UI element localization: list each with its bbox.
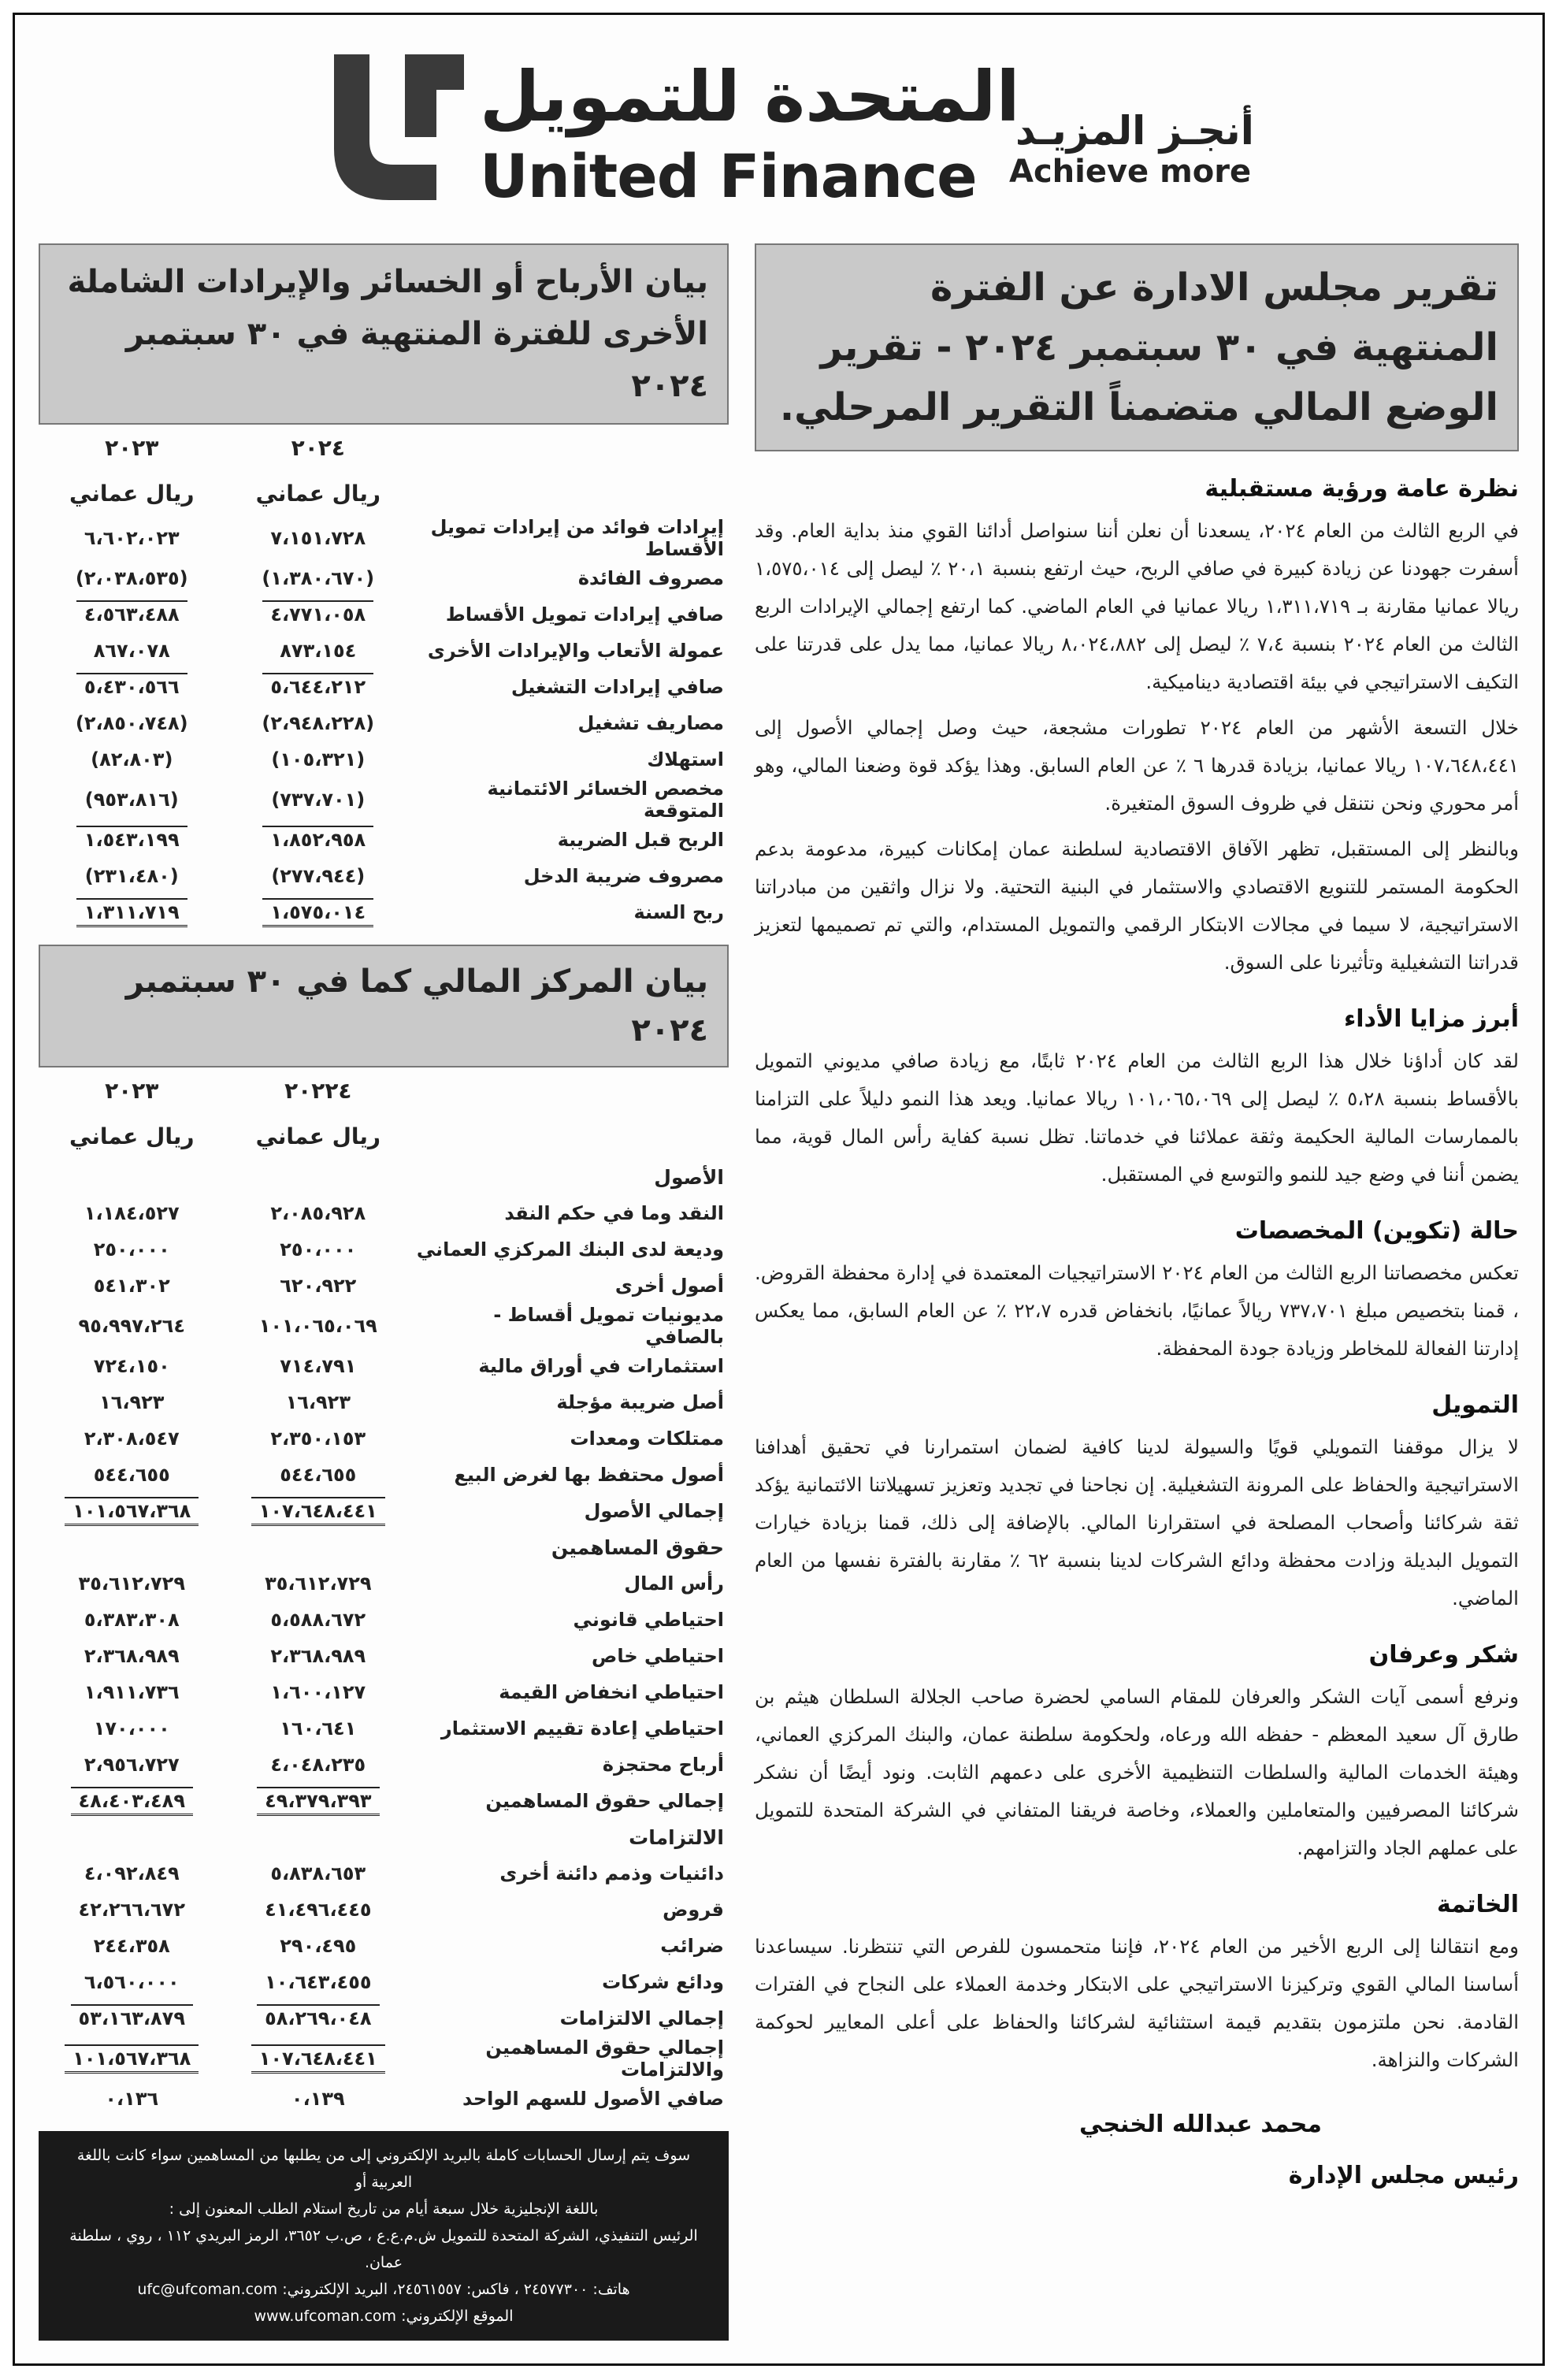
row-label: قروض <box>663 1899 724 1921</box>
value-v2023: ٢،٣٠٨،٥٤٧ <box>84 1428 180 1450</box>
table-row <box>39 1493 729 1529</box>
table-header-row <box>39 425 729 470</box>
value-v2024: ٤،٠٤٨،٢٣٥ <box>270 1754 366 1776</box>
footer-line: باللغة الإنجليزية خلال سبعة أيام من تاريخ استلام الطلب المعنون إلى : <box>169 2200 599 2218</box>
value-cell <box>39 1384 225 1420</box>
value-v2023: ٢٤٤،٣٥٨ <box>93 1935 170 1957</box>
value-cell <box>39 741 225 778</box>
table-row <box>39 1420 729 1457</box>
value-v2023: ٥٤٤،٦٥٥ <box>93 1464 170 1486</box>
value-v2023: ٤٨،٤٠٣،٤٨٩ <box>71 1787 193 1816</box>
financial-statements <box>39 243 729 2341</box>
value-v2024: (٢،٩٤٨،٢٢٨) <box>262 712 375 734</box>
value-cell <box>225 669 412 705</box>
value-cell <box>225 858 412 894</box>
row-label: وديعة لدى البنك المركزي العماني <box>416 1238 724 1261</box>
row-label: الربح قبل الضريبة <box>557 829 724 851</box>
value-v2024: ٦٢٠،٩٢٢ <box>280 1275 357 1297</box>
table-row <box>39 2000 729 2037</box>
table-row <box>39 1231 729 1268</box>
value-cell <box>225 2081 412 2117</box>
value-v2023: ١،٥٤٣،١٩٩ <box>76 826 187 852</box>
section-heading: أبرز مزايا الأداء <box>1343 1005 1519 1033</box>
table-row <box>39 1855 729 1892</box>
value-cell <box>39 1710 225 1747</box>
value-cell <box>225 2037 412 2081</box>
value-v2023: (٢٣١،٤٨٠) <box>84 865 179 887</box>
value-v2023: (٨٢،٨٠٣) <box>91 748 173 770</box>
section-paragraph: لا يزال موقفنا التمويلي قويًا والسيولة لدينا كافية لضمان استمرارنا في تحقيق أهدافنا الاستراتيجية والحفاظ على المرونة التشغيلية. إن نجاحنا في تجديد وتعزيز تسهيلاتنا الائتمانية يؤكد ثقة شركائنا وأصحاب المصلحة في استقرارنا المالي. بالإضافة إلى ذلك، قمنا بزيادة خيارات التمويل البديلة وزادت محفظة ودائع الشركات لدينا بنسبة ٦٢ ٪ مقارنة بالفترة نفسها من العام الماضي. <box>755 1435 1519 1610</box>
row-label: مصروف الفائدة <box>577 567 724 589</box>
value-v2023: ٥٣،١٦٣،٨٧٩ <box>71 2004 193 2031</box>
value-v2023: ٤،٥٦٣،٤٨٨ <box>76 600 187 627</box>
value-v2023: ١٠١،٥٦٧،٣٦٨ <box>65 2044 199 2074</box>
value-cell <box>225 1231 412 1268</box>
tagline-english: Achieve more <box>1009 154 1252 190</box>
value-v2024: ٥،٨٣٨،٦٥٣ <box>270 1862 366 1884</box>
table-row <box>39 2037 729 2081</box>
value-v2023: ١٦،٩٢٣ <box>99 1391 165 1413</box>
value-v2023: ٤٢،٢٦٦،٦٧٢ <box>78 1899 185 1921</box>
table-header-row <box>39 1067 729 1113</box>
table-row <box>39 1710 729 1747</box>
tagline-arabic: أنجـز المزيـد <box>1015 108 1254 154</box>
section-paragraph: في الربع الثالث من العام ٢٠٢٤، يسعدنا أن نعلن أننا سنواصل أدائنا القوي منذ بداية العام. وقد أسفرت جهودنا عن زيادة كبيرة في صافي الربح، حيث ارتفع بنسبة ٢٠،١ ٪ ليصل إلى ١،٥٧٥،٠١٤ ريالا عمانيا مقارنة بـ ١،٣١١،٧١٩ ريالا عمانيا في العام الماضي. كما ارتفع إجمالي الإيرادات الربع الثالث من العام ٢٠٢٤ بنسبة ٧،٤ ٪ ليصل إلى ٨،٠٢٤،٨٨٢ ريالا عمانيا، مما يدل على قدرتنا على التكيف الاستراتيجي في بيئة اقتصادية ديناميكية. <box>755 519 1520 693</box>
income-statement-table <box>39 425 729 930</box>
table-section-heading <box>39 1529 729 1565</box>
value-cell <box>39 778 225 822</box>
section-label: الالتزامات <box>629 1825 724 1849</box>
section-heading: التمويل <box>1431 1391 1519 1419</box>
value-v2023: ٧٢٤،١٥٠ <box>93 1355 170 1377</box>
year-2024-header: ٢٠٢٢٤ <box>284 1077 352 1104</box>
section-paragraph: وبالنظر إلى المستقبل، تظهر الآفاق الاقتصادية لسلطنة عمان إمكانات كبيرة، مدعومة بدعم الحكومة المستمر للتنويع الاقتصادي والاستثمار في البنية التحتية. ولا نزال واثقين من مبادراتنا الاستراتيجية، لا سيما في مجالات الابتكار الرقمي والتمويل المستدام، والتي تم تصميمها لتعزيز قدراتنا التشغيلية وتأثيرنا على السوق. <box>755 837 1519 974</box>
value-cell <box>225 1964 412 2000</box>
table-row <box>39 1674 729 1710</box>
table-row <box>39 741 729 778</box>
value-v2023: ٠،١٣٦ <box>105 2088 159 2110</box>
value-cell <box>39 2081 225 2117</box>
value-cell <box>39 1638 225 1674</box>
value-v2024: ٤١،٤٩٦،٤٤٥ <box>265 1899 372 1921</box>
value-v2023: ١،١٨٤،٥٢٧ <box>84 1202 180 1224</box>
value-v2024: ١،٨٥٢،٩٥٨ <box>262 826 373 852</box>
value-cell <box>39 2000 225 2037</box>
value-v2023: (٢،٠٣٨،٥٣٥) <box>75 567 188 589</box>
value-cell <box>225 2000 412 2037</box>
row-label: احتياطي خاص <box>592 1645 724 1667</box>
value-cell <box>39 1602 225 1638</box>
value-cell <box>225 1420 412 1457</box>
value-v2024: ٧١٤،٧٩١ <box>280 1355 357 1377</box>
value-v2024: ٥٨،٢٦٩،٠٤٨ <box>257 2004 379 2031</box>
row-label: دائنيات وذمم دائنة أخرى <box>499 1862 724 1884</box>
value-v2023: ٢٥٠،٠٠٠ <box>93 1238 170 1261</box>
year-2023-header: ٢٠٢٣ <box>105 1077 159 1104</box>
header <box>15 15 1542 228</box>
value-cell <box>39 1457 225 1493</box>
value-v2024: (١٠٥،٣٢١) <box>271 748 366 770</box>
value-v2023: (٢،٨٥٠،٧٤٨) <box>75 712 188 734</box>
section-heading: شكر وعرفان <box>1368 1641 1519 1669</box>
value-cell <box>225 1892 412 1928</box>
row-label: أصل ضريبة مؤجلة <box>556 1391 724 1413</box>
value-cell <box>39 1231 225 1268</box>
section-paragraph: خلال التسعة الأشهر من العام ٢٠٢٤ تطورات مشجعة، حيث وصل إجمالي الأصول إلى ١٠٧،٦٤٨،٤٤١ ريالا عمانيا، بزيادة قدرها ٦ ٪ عن العام السابق. وهذا يؤكد قوة وضعنا المالي، وهو أمر محوري ونحن نتنقل في ظروف السوق المتغيرة. <box>755 716 1520 815</box>
table-row <box>39 2081 729 2117</box>
value-cell <box>225 1268 412 1304</box>
row-label: صافي إيرادات تمويل الأقساط <box>445 603 724 626</box>
value-v2024: ٣٥،٦١٢،٧٢٩ <box>265 1572 372 1595</box>
value-v2023: ٨٦٧،٠٧٨ <box>93 640 170 662</box>
logo-english-text: United Finance <box>480 141 977 211</box>
table-row <box>39 1964 729 2000</box>
value-v2024: ٥٤٤،٦٥٥ <box>280 1464 357 1486</box>
value-v2023: ٢،٩٥٦،٧٢٧ <box>84 1754 180 1776</box>
value-cell <box>39 2037 225 2081</box>
value-v2024: ٤،٧٧١،٠٥٨ <box>262 600 373 627</box>
table-row <box>39 1638 729 1674</box>
value-v2024: (١،٣٨٠،٦٧٠) <box>262 567 375 589</box>
value-v2023: ١،٣١١،٧١٩ <box>76 898 187 927</box>
value-v2024: ١٦٠،٦٤١ <box>280 1717 357 1740</box>
value-cell <box>39 596 225 633</box>
section-label: حقوق المساهمين <box>551 1535 724 1559</box>
table-row <box>39 1783 729 1819</box>
value-cell <box>39 1493 225 1529</box>
value-v2023: (٩٥٣،٨١٦) <box>84 789 179 811</box>
value-cell <box>39 1348 225 1384</box>
row-label: إجمالي حقوق المساهمين <box>485 1790 724 1812</box>
value-cell <box>225 1457 412 1493</box>
value-v2024: ١،٦٠٠،١٢٧ <box>270 1681 366 1703</box>
table-row <box>39 894 729 930</box>
value-v2024: ٢،٣٥٠،١٥٣ <box>270 1428 366 1450</box>
table-row <box>39 858 729 894</box>
value-cell <box>225 1304 412 1348</box>
table-row <box>39 1928 729 1964</box>
table-row <box>39 516 729 560</box>
row-label: مصاريف تشغيل <box>577 712 724 734</box>
logo-arabic-text: المتحدة للتمويل <box>480 56 1020 137</box>
section-paragraph: ونرفع أسمى آيات الشكر والعرفان للمقام السامي لحضرة صاحب الجلالة السلطان هيثم بن طارق آل سعيد المعظم - حفظه الله ورعاه، ولحكومة سلطنة عمان، والبنك المركزي العماني، وهيئة الخدمات المالية والسلطات التنظيمية الأخرى على دعمهم الثابت. ونود أيضًا أن نشكر شركائنا المصرفيين والمتعاملين والعملاء، وخاصة فريقنا المتفاني في الشركة المتحدة للتمويل على عملهم الجاد والتزامهم. <box>755 1685 1519 1859</box>
table-row <box>39 669 729 705</box>
row-label: احتياطي إعادة تقييم الاستثمار <box>440 1717 724 1740</box>
value-cell <box>225 1348 412 1384</box>
section-heading: حالة (تكوين) المخصصات <box>1234 1217 1519 1245</box>
value-v2023: ٥،٤٣٠،٥٦٦ <box>76 673 187 700</box>
value-v2023: ٣٥،٦١٢،٧٢٩ <box>78 1572 185 1595</box>
value-cell <box>225 741 412 778</box>
value-v2024: ٧،١٥١،٧٢٨ <box>270 527 366 549</box>
row-label: احتياطي قانوني <box>573 1609 724 1631</box>
table-row <box>39 1565 729 1602</box>
row-label: ضرائب <box>660 1935 724 1957</box>
row-label: النقد وما في حكم النقد <box>504 1202 724 1224</box>
table-row <box>39 1348 729 1384</box>
row-label: إجمالي حقوق المساهمين والالتزامات <box>485 2037 724 2081</box>
row-label: ربح السنة <box>633 901 724 923</box>
row-label: صافي الأصول للسهم الواحد <box>462 2088 724 2110</box>
value-v2023: ٢،٣٦٨،٩٨٩ <box>84 1645 180 1667</box>
value-cell <box>225 778 412 822</box>
value-v2024: ٨٧٣،١٥٤ <box>280 640 357 662</box>
table-row <box>39 1195 729 1231</box>
section-paragraph: تعكس مخصصاتنا الربع الثالث من العام ٢٠٢٤ الاستراتيجيات المعتمدة في إدارة محفظة القروض. ، قمنا بتخصيص مبلغ ٧٣٧،٧٠١ ريالاً عمانيًا، بانخفاض قدره ٢٢،٧ ٪ عن العام السابق، مما يعكس إدارتنا الفعالة للمخاطر وزيادة جودة المحفظة. <box>755 1261 1519 1360</box>
value-cell <box>39 1565 225 1602</box>
unit-2023-header: ريال عماني <box>69 1123 195 1149</box>
section-label: الأصول <box>654 1165 724 1189</box>
balance-sheet-title: بيان المركز المالي كما في ٣٠ سبتمبر ٢٠٢٤ <box>39 945 729 1067</box>
value-cell <box>225 705 412 741</box>
value-v2024: (٧٣٧،٧٠١) <box>271 789 366 811</box>
row-label: إجمالي الالتزامات <box>559 2007 724 2029</box>
table-section-heading <box>39 1159 729 1195</box>
value-v2023: ٦،٦٠٢،٠٢٣ <box>84 527 180 549</box>
value-cell <box>225 1928 412 1964</box>
value-cell <box>39 516 225 560</box>
value-cell <box>225 1195 412 1231</box>
table-row <box>39 705 729 741</box>
value-cell <box>39 1195 225 1231</box>
income-statement-title: بيان الأرباح أو الخسائر والإيرادات الشاملة الأخرى للفترة المنتهية في ٣٠ سبتمبر ٢٠٢٤ <box>39 243 729 425</box>
section-paragraph: لقد كان أداؤنا خلال هذا الربع الثالث من العام ٢٠٢٤ ثابتًا، مع زيادة صافي مديوني التمويل بالأقساط بنسبة ٥،٢٨ ٪ ليصل إلى ١٠١،٠٦٥،٠٦٩ ريالا عمانيا. ويعد هذا النمو دليلاً على التزامنا بالممارسات المالية الحكيمة وثقة عملائنا في خدماتنا. تظل نسبة كفاية رأس المال قوية، مما يضمن أننا في وضع جيد للنمو والتوسع في المستقبل. <box>755 1049 1519 1186</box>
value-cell <box>39 669 225 705</box>
newspaper-page <box>13 13 1545 2366</box>
value-cell <box>225 1493 412 1529</box>
table-row <box>39 778 729 822</box>
value-cell <box>39 560 225 596</box>
value-v2024: (٢٧٧،٩٤٤) <box>271 865 366 887</box>
value-cell <box>39 1304 225 1348</box>
value-cell <box>39 705 225 741</box>
value-v2024: ٢٩٠،٤٩٥ <box>280 1935 357 1957</box>
value-v2023: ٩٥،٩٩٧،٢٦٤ <box>78 1315 185 1337</box>
value-cell <box>225 1783 412 1819</box>
value-v2024: ٢٥٠،٠٠٠ <box>280 1238 357 1261</box>
footer-line: سوف يتم إرسال الحسابات كاملة بالبريد الإلكتروني إلى من يطلبها من المساهمين سواء كانت باللغة العربية أو <box>76 2147 691 2191</box>
value-cell <box>39 1892 225 1928</box>
unit-2023-header: ريال عماني <box>69 480 195 507</box>
value-cell <box>225 1602 412 1638</box>
row-label: أصول أخرى <box>614 1275 724 1297</box>
value-cell <box>39 1964 225 2000</box>
row-label: مخصص الخسائر الائتمانية المتوقعة <box>487 778 724 822</box>
row-label: استثمارات في أوراق مالية <box>478 1355 724 1377</box>
row-label: ودائع شركات <box>602 1971 724 1993</box>
value-cell <box>225 1384 412 1420</box>
value-cell <box>39 1783 225 1819</box>
value-cell <box>225 1710 412 1747</box>
value-v2023: ١٠١،٥٦٧،٣٦٨ <box>65 1497 199 1526</box>
table-row <box>39 1457 729 1493</box>
footer-website: الموقع الإلكتروني: www.ufcoman.com <box>254 2308 514 2325</box>
table-row <box>39 633 729 669</box>
value-cell <box>225 822 412 858</box>
value-v2024: ١٠،٦٤٣،٤٥٥ <box>265 1971 372 1993</box>
value-cell <box>39 1928 225 1964</box>
value-cell <box>225 1747 412 1783</box>
value-cell <box>39 1268 225 1304</box>
row-label: إجمالي الأصول <box>584 1500 724 1522</box>
value-cell <box>225 560 412 596</box>
report-title: تقرير مجلس الادارة عن الفترة المنتهية في ٣٠ سبتمبر ٢٠٢٤ - تقرير الوضع المالي متضمناً التقرير المرحلي. <box>755 243 1519 451</box>
row-label: أرباح محتجزة <box>602 1754 724 1776</box>
section-heading: الخاتمة <box>1436 1891 1519 1918</box>
value-cell <box>225 516 412 560</box>
value-v2024: ٤٩،٣٧٩،٣٩٣ <box>257 1787 379 1816</box>
section-paragraph: ومع انتقالنا إلى الربع الأخير من العام ٢٠٢٤، فإننا متحمسون للفرص التي تنتظرنا. سيساعدنا أساسنا المالي القوي وتركيزنا الاستراتيجي على الابتكار وخدمة العملاء على النجاح في الفترات القادمة. نحن ملتزمون بتقديم قيمة استثنائية لشركائنا والحفاظ على أعلى المعايير لحوكمة الشركات والنزاهة. <box>755 1935 1519 2071</box>
row-label: استهلاك <box>647 748 724 770</box>
value-v2023: ٥٤١،٣٠٢ <box>93 1275 170 1297</box>
value-v2024: ١٠٧،٦٤٨،٤٤١ <box>251 2044 385 2074</box>
value-v2023: ١،٩١١،٧٣٦ <box>84 1681 180 1703</box>
table-row <box>39 560 729 596</box>
table-row <box>39 1602 729 1638</box>
value-cell <box>39 1855 225 1892</box>
row-label: أصول محتفظ بها لغرض البيع <box>454 1464 724 1486</box>
row-label: عمولة الأتعاب والإيرادات الأخرى <box>427 640 724 662</box>
footer-notice <box>39 2131 729 2341</box>
balance-sheet-table <box>39 1067 729 2117</box>
value-v2024: ٥،٥٨٨،٦٧٢ <box>270 1609 366 1631</box>
value-v2024: ١٦،٩٢٣ <box>285 1391 351 1413</box>
value-cell <box>39 894 225 930</box>
value-v2023: ٦،٥٦٠،٠٠٠ <box>84 1971 180 1993</box>
board-report <box>755 243 1519 2189</box>
row-label: صافي إيرادات التشغيل <box>510 676 724 698</box>
signatory-name: محمد عبدالله الخنجي <box>1079 2111 1322 2138</box>
value-cell <box>39 822 225 858</box>
value-cell <box>225 1855 412 1892</box>
value-cell <box>225 1674 412 1710</box>
row-label: ممتلكات ومعدات <box>570 1428 724 1450</box>
value-cell <box>225 894 412 930</box>
table-section-heading <box>39 1819 729 1855</box>
value-v2024: ٥،٦٤٤،٢١٢ <box>262 673 373 700</box>
table-row <box>39 1747 729 1783</box>
value-v2024: ١،٥٧٥،٠١٤ <box>262 898 373 927</box>
year-2024-header: ٢٠٢٤ <box>291 434 345 461</box>
value-cell <box>225 633 412 669</box>
value-cell <box>225 1565 412 1602</box>
table-unit-row <box>39 470 729 516</box>
value-cell <box>225 1638 412 1674</box>
table-unit-row <box>39 1113 729 1159</box>
section-heading: نظرة عامة ورؤية مستقبلية <box>1205 475 1519 503</box>
value-v2024: ١٠٧،٦٤٨،٤٤١ <box>251 1497 385 1526</box>
value-v2024: ٠،١٣٩ <box>291 2088 345 2110</box>
report-sections <box>755 475 1519 2079</box>
unit-2024-header: ريال عماني <box>255 480 381 507</box>
table-row <box>39 1892 729 1928</box>
row-label: إيرادات فوائد من إيرادات تمويل الأقساط <box>430 516 724 560</box>
value-cell <box>225 596 412 633</box>
value-v2023: ٤،٠٩٢،٨٤٩ <box>84 1862 180 1884</box>
row-label: مديونيات تمويل أقساط - بالصافي <box>493 1304 724 1348</box>
table-row <box>39 1304 729 1348</box>
signatory-role: رئيس مجلس الإدارة <box>1288 2162 1519 2189</box>
footer-address: الرئيس التنفيذي، الشركة المتحدة للتمويل ش.م.ع.ع ، ص.ب ٣٦٥٢، الرمز البريدي ١١٢ ، روي ، سلطنة عمان. <box>69 2227 698 2271</box>
year-2023-header: ٢٠٢٣ <box>105 434 159 461</box>
value-cell <box>39 1747 225 1783</box>
table-row <box>39 1384 729 1420</box>
value-v2023: ٥،٣٨٣،٣٠٨ <box>84 1609 180 1631</box>
value-cell <box>39 858 225 894</box>
united-finance-logo-icon <box>318 46 476 212</box>
row-label: رأس المال <box>624 1572 724 1595</box>
value-cell <box>39 1674 225 1710</box>
row-label: مصروف ضريبة الدخل <box>523 865 724 887</box>
footer-contact: هاتف: ٢٤٥٧٧٣٠٠ ، فاكس: ٢٤٥٦١٥٥٧، البريد الإلكتروني: ufc@ufcoman.com <box>137 2281 630 2298</box>
value-v2023: ١٧٠،٠٠٠ <box>93 1717 170 1740</box>
value-v2024: ٢،٠٨٥،٩٢٨ <box>270 1202 366 1224</box>
value-cell <box>39 1420 225 1457</box>
table-row <box>39 1268 729 1304</box>
value-v2024: ٢،٣٦٨،٩٨٩ <box>270 1645 366 1667</box>
row-label: احتياطي انخفاض القيمة <box>499 1681 724 1703</box>
table-row <box>39 596 729 633</box>
value-cell <box>39 633 225 669</box>
unit-2024-header: ريال عماني <box>255 1123 381 1149</box>
table-row <box>39 822 729 858</box>
value-v2024: ١٠١،٠٦٥،٠٦٩ <box>258 1315 377 1337</box>
